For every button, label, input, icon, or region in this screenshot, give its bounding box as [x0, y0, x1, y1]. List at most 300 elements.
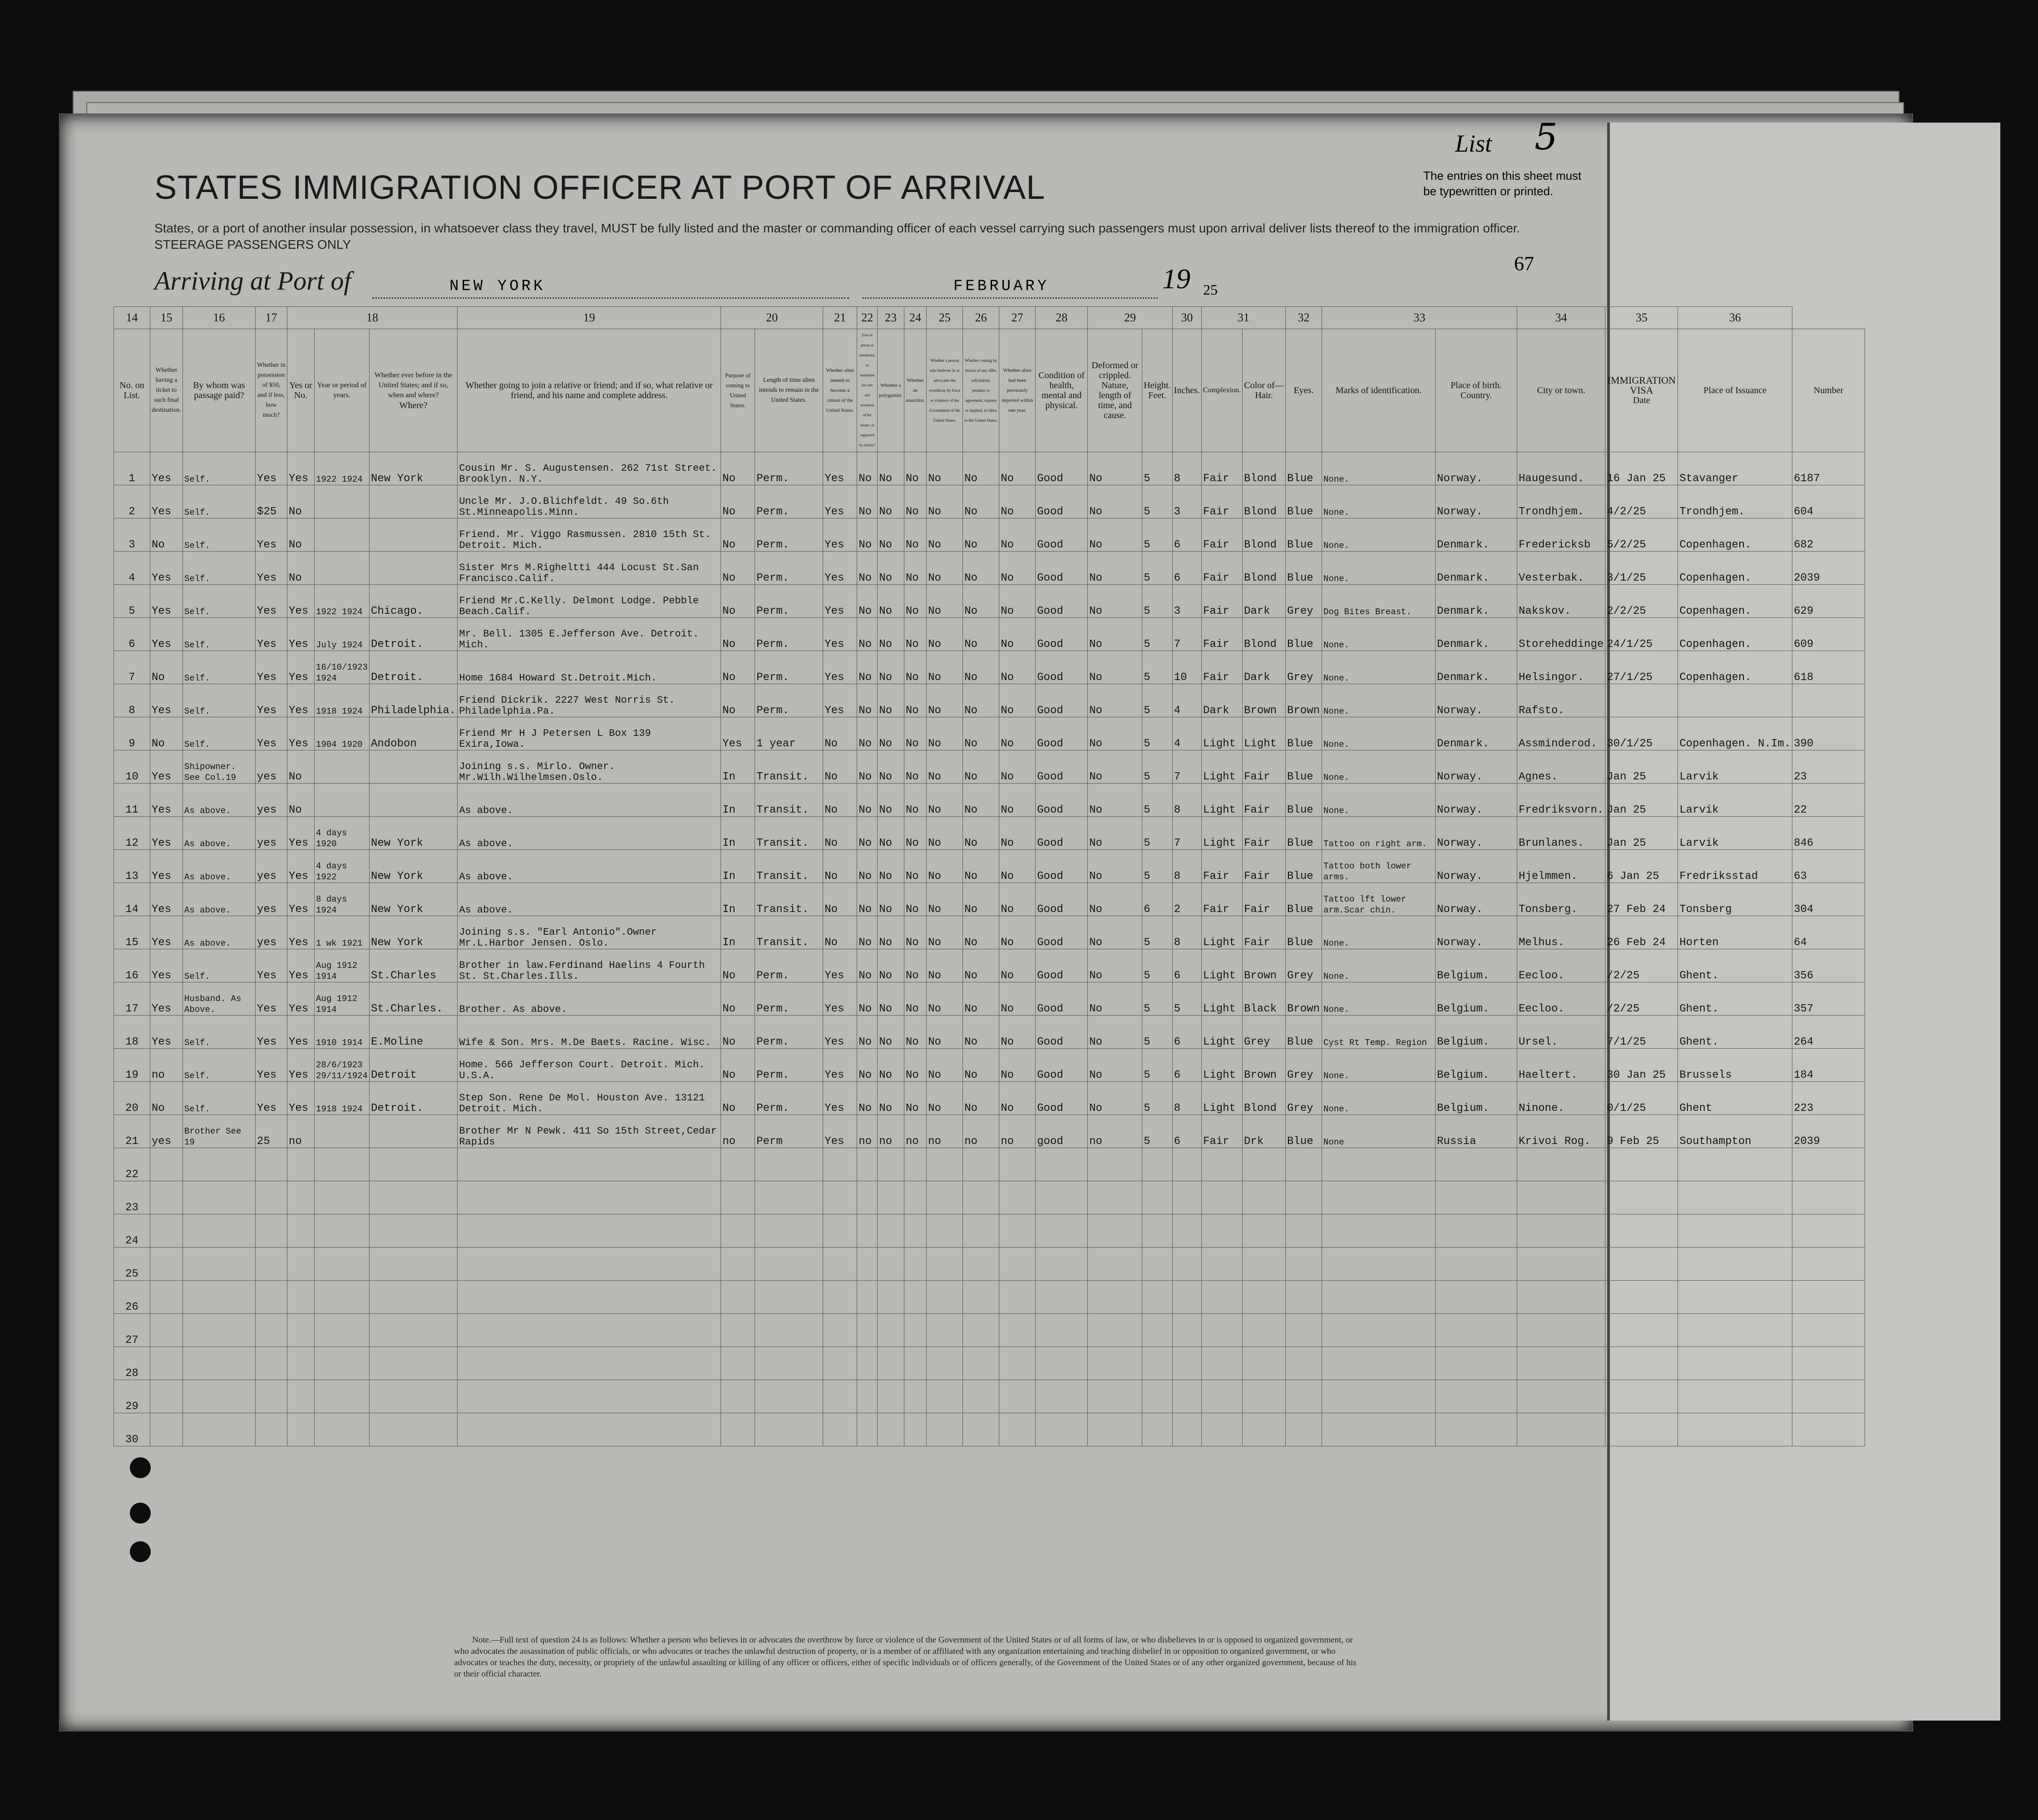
cell-visa-place: Copenhagen.: [1678, 618, 1792, 651]
cell-visa-no: 609: [1792, 618, 1865, 651]
cell-complexion: Fair: [1201, 585, 1242, 618]
cell-where: New York: [369, 817, 457, 850]
cell-eyes: Blue: [1286, 916, 1322, 949]
cell-ft: 5: [1142, 817, 1172, 850]
empty-cell: [255, 1248, 287, 1281]
cell-years: 16/10/1923 1924: [314, 651, 369, 684]
cell-before: Yes: [287, 585, 314, 618]
cell-hair: Blond: [1243, 552, 1286, 585]
empty-cell: [1792, 1181, 1865, 1214]
cell-no: 6: [114, 618, 150, 651]
empty-cell: [1436, 1380, 1517, 1413]
cell-ticket: Yes: [150, 850, 183, 883]
cell-visa-no: 390: [1792, 717, 1865, 750]
empty-cell: [287, 1214, 314, 1248]
empty-cell: [255, 1347, 287, 1380]
cell-complexion: Fair: [1201, 883, 1242, 916]
cell-ft: 5: [1142, 717, 1172, 750]
cell-paid: Self.: [183, 452, 255, 485]
empty-cell: [255, 1148, 287, 1181]
cell-relative: Brother in law.Ferdinand Haelins 4 Fourth St. St.Charles.Ills.: [458, 949, 721, 982]
cell-no: 19: [114, 1049, 150, 1082]
cell-city: Nakskov.: [1517, 585, 1605, 618]
cell-purpose: In: [721, 750, 755, 784]
cell-paid: As above.: [183, 883, 255, 916]
cell-anar: No: [904, 618, 926, 651]
empty-cell: [1322, 1181, 1436, 1214]
cell-health: Good: [1036, 1049, 1088, 1082]
cell-before: Yes: [287, 850, 314, 883]
cell-paid: Self.: [183, 651, 255, 684]
cell-prison: No: [857, 817, 878, 850]
cell-where: [369, 750, 457, 784]
cell-deformed: No: [1088, 784, 1142, 817]
empty-cell: [927, 1314, 963, 1347]
cell-offer: No: [963, 949, 999, 982]
cell-overthrow: No: [927, 949, 963, 982]
cell-ticket: Yes: [150, 817, 183, 850]
cell-where: Detroit.: [369, 618, 457, 651]
arriving-label: Arriving at Port of: [154, 266, 351, 296]
cell-citizen: Yes: [823, 982, 857, 1016]
cell-offer: No: [963, 684, 999, 717]
empty-cell: [1036, 1214, 1088, 1248]
cell-deformed: No: [1088, 1049, 1142, 1082]
empty-cell: [1142, 1148, 1172, 1181]
cell-country: Belgium.: [1436, 1049, 1517, 1082]
empty-cell: [314, 1413, 369, 1446]
cell-ft: 5: [1142, 982, 1172, 1016]
cell-before: no: [287, 1115, 314, 1148]
cell-eyes: Grey: [1286, 585, 1322, 618]
cell-citizen: Yes: [823, 452, 857, 485]
empty-cell: [1678, 1248, 1792, 1281]
cell-ticket: Yes: [150, 552, 183, 585]
column-number: 19: [458, 307, 721, 329]
empty-cell: [878, 1248, 904, 1281]
cell-poly: No: [878, 1016, 904, 1049]
cell-country: Belgium.: [1436, 1082, 1517, 1115]
header-marks: Marks of identification.: [1322, 329, 1436, 452]
cell-offer: No: [963, 485, 999, 518]
cell-anar: No: [904, 1082, 926, 1115]
empty-cell: [755, 1413, 823, 1446]
cell-in: 7: [1172, 618, 1201, 651]
cell-marks: None.: [1322, 1049, 1436, 1082]
cell-purpose: No: [721, 1049, 755, 1082]
cell-ticket: No: [150, 518, 183, 552]
cell-relative: Step Son. Rene De Mol. Houston Ave. 13121 Detroit. Mich.: [458, 1082, 721, 1115]
cell-in: 2: [1172, 883, 1201, 916]
empty-cell: [1243, 1380, 1286, 1413]
cell-health: Good: [1036, 916, 1088, 949]
cell-no: 8: [114, 684, 150, 717]
table-row: [114, 784, 1865, 817]
cell-complexion: Fair: [1201, 618, 1242, 651]
empty-cell: [904, 1248, 926, 1281]
cell-where: [369, 518, 457, 552]
empty-cell: [1036, 1347, 1088, 1380]
cell-visa-date: 27 Feb 24: [1605, 883, 1678, 916]
empty-cell: [1201, 1347, 1242, 1380]
cell-visa-no: 6187: [1792, 452, 1865, 485]
empty-cell: [369, 1413, 457, 1446]
empty-cell: [1172, 1314, 1201, 1347]
cell-complexion: Fair: [1201, 1115, 1242, 1148]
cell-visa-date: 5/2/25: [1605, 518, 1678, 552]
cell-poly: No: [878, 784, 904, 817]
cell-eyes: Blue: [1286, 750, 1322, 784]
empty-cell: [1286, 1148, 1322, 1181]
table-row: [114, 949, 1865, 982]
cell-citizen: Yes: [823, 585, 857, 618]
cell-ft: 5: [1142, 452, 1172, 485]
cell-money: 25: [255, 1115, 287, 1148]
cell-visa-place: Horten: [1678, 916, 1792, 949]
empty-cell: [1605, 1413, 1678, 1446]
empty-cell: [1243, 1214, 1286, 1248]
cell-in: 3: [1172, 585, 1201, 618]
cell-eyes: Blue: [1286, 518, 1322, 552]
empty-cell: [999, 1281, 1036, 1314]
cell-overthrow: No: [927, 1082, 963, 1115]
cell-prison: No: [857, 750, 878, 784]
cell-city: Brunlanes.: [1517, 817, 1605, 850]
empty-cell: [963, 1314, 999, 1347]
cell-overthrow: No: [927, 784, 963, 817]
cell-prison: No: [857, 651, 878, 684]
cell-length: Perm.: [755, 452, 823, 485]
cell-money: Yes: [255, 651, 287, 684]
cell-paid: Self.: [183, 585, 255, 618]
cell-eyes: Blue: [1286, 485, 1322, 518]
empty-cell: [999, 1413, 1036, 1446]
header-height: Height.: [1144, 380, 1171, 390]
empty-cell: [904, 1181, 926, 1214]
cell-ft: 5: [1142, 684, 1172, 717]
cell-purpose: No: [721, 651, 755, 684]
empty-cell: [1436, 1248, 1517, 1281]
cell-citizen: Yes: [823, 485, 857, 518]
cell-health: Good: [1036, 585, 1088, 618]
cell-relative: Home 1684 Howard St.Detroit.Mich.: [458, 651, 721, 684]
cell-no: 9: [114, 717, 150, 750]
empty-cell: [1792, 1148, 1865, 1181]
table-row: [114, 883, 1865, 916]
cell-health: Good: [1036, 949, 1088, 982]
cell-length: Transit.: [755, 784, 823, 817]
cell-visa-place: Tonsberg: [1678, 883, 1792, 916]
cell-deported: No: [999, 883, 1036, 916]
empty-cell: [1517, 1281, 1605, 1314]
cell-paid: As above.: [183, 784, 255, 817]
empty-cell: [1678, 1347, 1792, 1380]
cell-no: 18: [114, 1016, 150, 1049]
cell-deported: No: [999, 552, 1036, 585]
cell-eyes: Grey: [1286, 949, 1322, 982]
header-offer: Whether coming by reason of any offer, solicitation, promise or agreement, express or implied, to labor in the United States.: [963, 329, 999, 452]
cell-anar: No: [904, 949, 926, 982]
cell-where: E.Moline: [369, 1016, 457, 1049]
cell-relative: As above.: [458, 817, 721, 850]
empty-cell: [1088, 1214, 1142, 1248]
cell-anar: No: [904, 585, 926, 618]
empty-cell: [1036, 1314, 1088, 1347]
cell-ticket: Yes: [150, 784, 183, 817]
cell-paid: Self.: [183, 1082, 255, 1115]
header-where: [369, 329, 457, 452]
cell-relative: Mr. Bell. 1305 E.Jefferson Ave. Detroit. Mich.: [458, 618, 721, 651]
cell-paid: Self.: [183, 485, 255, 518]
month-value: FEBRUARY: [953, 278, 1050, 295]
cell-paid: Husband. As Above.: [183, 982, 255, 1016]
empty-cell: [458, 1347, 721, 1380]
cell-poly: No: [878, 585, 904, 618]
empty-cell: [150, 1380, 183, 1413]
cell-relative: Cousin Mr. S. Augustensen. 262 71st Street. Brooklyn. N.Y.: [458, 452, 721, 485]
cell-paid: As above.: [183, 817, 255, 850]
cell-no: 5: [114, 585, 150, 618]
empty-cell: [904, 1148, 926, 1181]
empty-cell: [904, 1347, 926, 1380]
cell-before: Yes: [287, 817, 314, 850]
cell-visa-date: 16 Jan 25: [1605, 452, 1678, 485]
empty-cell: [904, 1214, 926, 1248]
cell-money: Yes: [255, 684, 287, 717]
cell-relative: Friend Mr.C.Kelly. Delmont Lodge. Pebble Beach.Calif.: [458, 585, 721, 618]
cell-citizen: Yes: [823, 518, 857, 552]
cell-deformed: No: [1088, 552, 1142, 585]
cell-visa-place: Ghent.: [1678, 982, 1792, 1016]
cell-city: Eecloo.: [1517, 949, 1605, 982]
empty-cell: [369, 1181, 457, 1214]
empty-cell: [1243, 1347, 1286, 1380]
cell-overthrow: No: [927, 618, 963, 651]
empty-cell: [963, 1148, 999, 1181]
empty-cell: [963, 1181, 999, 1214]
cell-citizen: Yes: [823, 1082, 857, 1115]
empty-cell: [1286, 1181, 1322, 1214]
cell-purpose: In: [721, 883, 755, 916]
empty-cell: [1286, 1281, 1322, 1314]
cell-money: yes: [255, 750, 287, 784]
cell-deformed: No: [1088, 618, 1142, 651]
cell-visa-no: 64: [1792, 916, 1865, 949]
cell-years: 1922 1924: [314, 585, 369, 618]
cell-in: 6: [1172, 1016, 1201, 1049]
cell-prison: No: [857, 1082, 878, 1115]
cell-years: [314, 518, 369, 552]
empty-cell: [1142, 1314, 1172, 1347]
cell-deported: No: [999, 1082, 1036, 1115]
cell-paid: Brother See 19: [183, 1115, 255, 1148]
empty-cell: [150, 1214, 183, 1248]
empty-cell: [150, 1314, 183, 1347]
cell-marks: Tattoo on right arm.: [1322, 817, 1436, 850]
page-subtitle: [154, 220, 1584, 253]
cell-prison: No: [857, 916, 878, 949]
cell-in: 3: [1172, 485, 1201, 518]
cell-ft: 5: [1142, 552, 1172, 585]
cell-citizen: Yes: [823, 651, 857, 684]
cell-marks: None.: [1322, 651, 1436, 684]
cell-before: Yes: [287, 651, 314, 684]
cell-overthrow: No: [927, 982, 963, 1016]
cell-visa-place: [1678, 684, 1792, 717]
header-passage: By whom was passage paid?: [183, 329, 255, 452]
empty-cell: [287, 1181, 314, 1214]
cell-where: St.Charles: [369, 949, 457, 982]
cell-years: 28/6/1923 29/11/1924: [314, 1049, 369, 1082]
cell-deformed: No: [1088, 485, 1142, 518]
cell-country: Norway.: [1436, 817, 1517, 850]
cell-deformed: No: [1088, 883, 1142, 916]
cell-visa-no: [1792, 684, 1865, 717]
cell-paid: Shipowner. See Col.19: [183, 750, 255, 784]
empty-cell: [183, 1148, 255, 1181]
cell-citizen: No: [823, 883, 857, 916]
empty-cell: [1322, 1214, 1436, 1248]
cell-visa-no: 682: [1792, 518, 1865, 552]
empty-cell: [1436, 1181, 1517, 1214]
cell-where: Chicago.: [369, 585, 457, 618]
cell-deformed: No: [1088, 750, 1142, 784]
cell-citizen: Yes: [823, 949, 857, 982]
cell-deported: no: [999, 1115, 1036, 1148]
empty-cell: [287, 1380, 314, 1413]
empty-cell: [255, 1181, 287, 1214]
cell-complexion: Light: [1201, 717, 1242, 750]
cell-purpose: No: [721, 1082, 755, 1115]
cell-where: [369, 552, 457, 585]
table-row: [114, 1082, 1865, 1115]
cell-complexion: Fair: [1201, 850, 1242, 883]
empty-cell: [1322, 1413, 1436, 1446]
header-deformed: Deformed or crippled. Nature, length of time, and cause.: [1088, 329, 1142, 452]
cell-in: 8: [1172, 784, 1201, 817]
empty-cell: [287, 1148, 314, 1181]
cell-visa-place: Brussels: [1678, 1049, 1792, 1082]
cell-visa-place: Trondhjem.: [1678, 485, 1792, 518]
cell-offer: No: [963, 1082, 999, 1115]
cell-length: Perm.: [755, 485, 823, 518]
cell-eyes: Blue: [1286, 618, 1322, 651]
cell-before: Yes: [287, 1049, 314, 1082]
cell-ft: 5: [1142, 949, 1172, 982]
cell-health: Good: [1036, 1016, 1088, 1049]
empty-cell: [1088, 1314, 1142, 1347]
cell-offer: No: [963, 717, 999, 750]
cell-paid: Self.: [183, 518, 255, 552]
cell-where: New York: [369, 916, 457, 949]
cell-before: Yes: [287, 916, 314, 949]
empty-cell: [255, 1214, 287, 1248]
empty-cell: [183, 1248, 255, 1281]
empty-cell: [1172, 1181, 1201, 1214]
cell-poly: No: [878, 452, 904, 485]
empty-cell: [1792, 1281, 1865, 1314]
row-number: 26: [114, 1281, 150, 1314]
cell-citizen: No: [823, 817, 857, 850]
cell-where: [369, 485, 457, 518]
empty-cell: [314, 1347, 369, 1380]
cell-health: Good: [1036, 552, 1088, 585]
cell-complexion: Fair: [1201, 518, 1242, 552]
cell-relative: Friend Mr H J Petersen L Box 139 Exira,Iowa.: [458, 717, 721, 750]
cell-poly: No: [878, 750, 904, 784]
cell-country: Denmark.: [1436, 552, 1517, 585]
empty-cell: [150, 1347, 183, 1380]
cell-overthrow: No: [927, 518, 963, 552]
cell-visa-date: [1605, 684, 1678, 717]
cell-marks: Tattoo lft lower arm.Scar chin.: [1322, 883, 1436, 916]
empty-cell: [857, 1181, 878, 1214]
cell-hair: Blond: [1243, 485, 1286, 518]
cell-overthrow: No: [927, 485, 963, 518]
empty-cell: [927, 1281, 963, 1314]
cell-relative: Brother Mr N Pewk. 411 So 15th Street,Cedar Rapids: [458, 1115, 721, 1148]
empty-cell: [1088, 1380, 1142, 1413]
cell-visa-place: Larvik: [1678, 750, 1792, 784]
cell-deformed: No: [1088, 817, 1142, 850]
cell-ticket: Yes: [150, 618, 183, 651]
column-number: 21: [823, 307, 857, 329]
cell-city: Fredriksvorn.: [1517, 784, 1605, 817]
subtitle-text: States, or a port of another insular possession, in whatsoever class they travel, MUST be fully listed and the master or commanding officer of each vessel carrying such passengers must upon arrival deliver lists thereof to the immigration officer.: [154, 221, 1520, 235]
cell-ticket: yes: [150, 1115, 183, 1148]
cell-health: good: [1036, 1115, 1088, 1148]
cell-purpose: In: [721, 817, 755, 850]
cell-offer: No: [963, 916, 999, 949]
cell-money: Yes: [255, 518, 287, 552]
cell-city: Ninone.: [1517, 1082, 1605, 1115]
cell-country: Norway.: [1436, 784, 1517, 817]
cell-where: Detroit.: [369, 1082, 457, 1115]
row-number: 23: [114, 1181, 150, 1214]
empty-cell: [1322, 1380, 1436, 1413]
cell-no: 4: [114, 552, 150, 585]
cell-visa-date: 30 Jan 25: [1605, 1049, 1678, 1082]
header-citizen: Whether alien intends to become a citizen of the United States.: [823, 329, 857, 452]
cell-eyes: Blue: [1286, 817, 1322, 850]
cell-visa-no: 846: [1792, 817, 1865, 850]
empty-cell: [183, 1413, 255, 1446]
header-no-on-list: No. on List.: [114, 329, 150, 452]
cell-purpose: No: [721, 1016, 755, 1049]
cell-country: Norway.: [1436, 916, 1517, 949]
cell-offer: No: [963, 651, 999, 684]
cell-before: Yes: [287, 1082, 314, 1115]
cell-visa-place: Ghent.: [1678, 949, 1792, 982]
cell-overthrow: No: [927, 585, 963, 618]
column-number: 29: [1088, 307, 1172, 329]
empty-row: [114, 1248, 1865, 1281]
empty-cell: [755, 1248, 823, 1281]
cell-visa-date: 4/2/25: [1605, 485, 1678, 518]
empty-cell: [721, 1314, 755, 1347]
empty-cell: [1201, 1248, 1242, 1281]
cell-eyes: Blue: [1286, 1016, 1322, 1049]
empty-cell: [314, 1214, 369, 1248]
empty-cell: [1678, 1148, 1792, 1181]
empty-row: [114, 1413, 1865, 1446]
cell-poly: No: [878, 850, 904, 883]
empty-cell: [755, 1214, 823, 1248]
cell-visa-date: 27/1/25: [1605, 651, 1678, 684]
cell-where: Andobon: [369, 717, 457, 750]
empty-cell: [963, 1248, 999, 1281]
table-row: [114, 552, 1865, 585]
